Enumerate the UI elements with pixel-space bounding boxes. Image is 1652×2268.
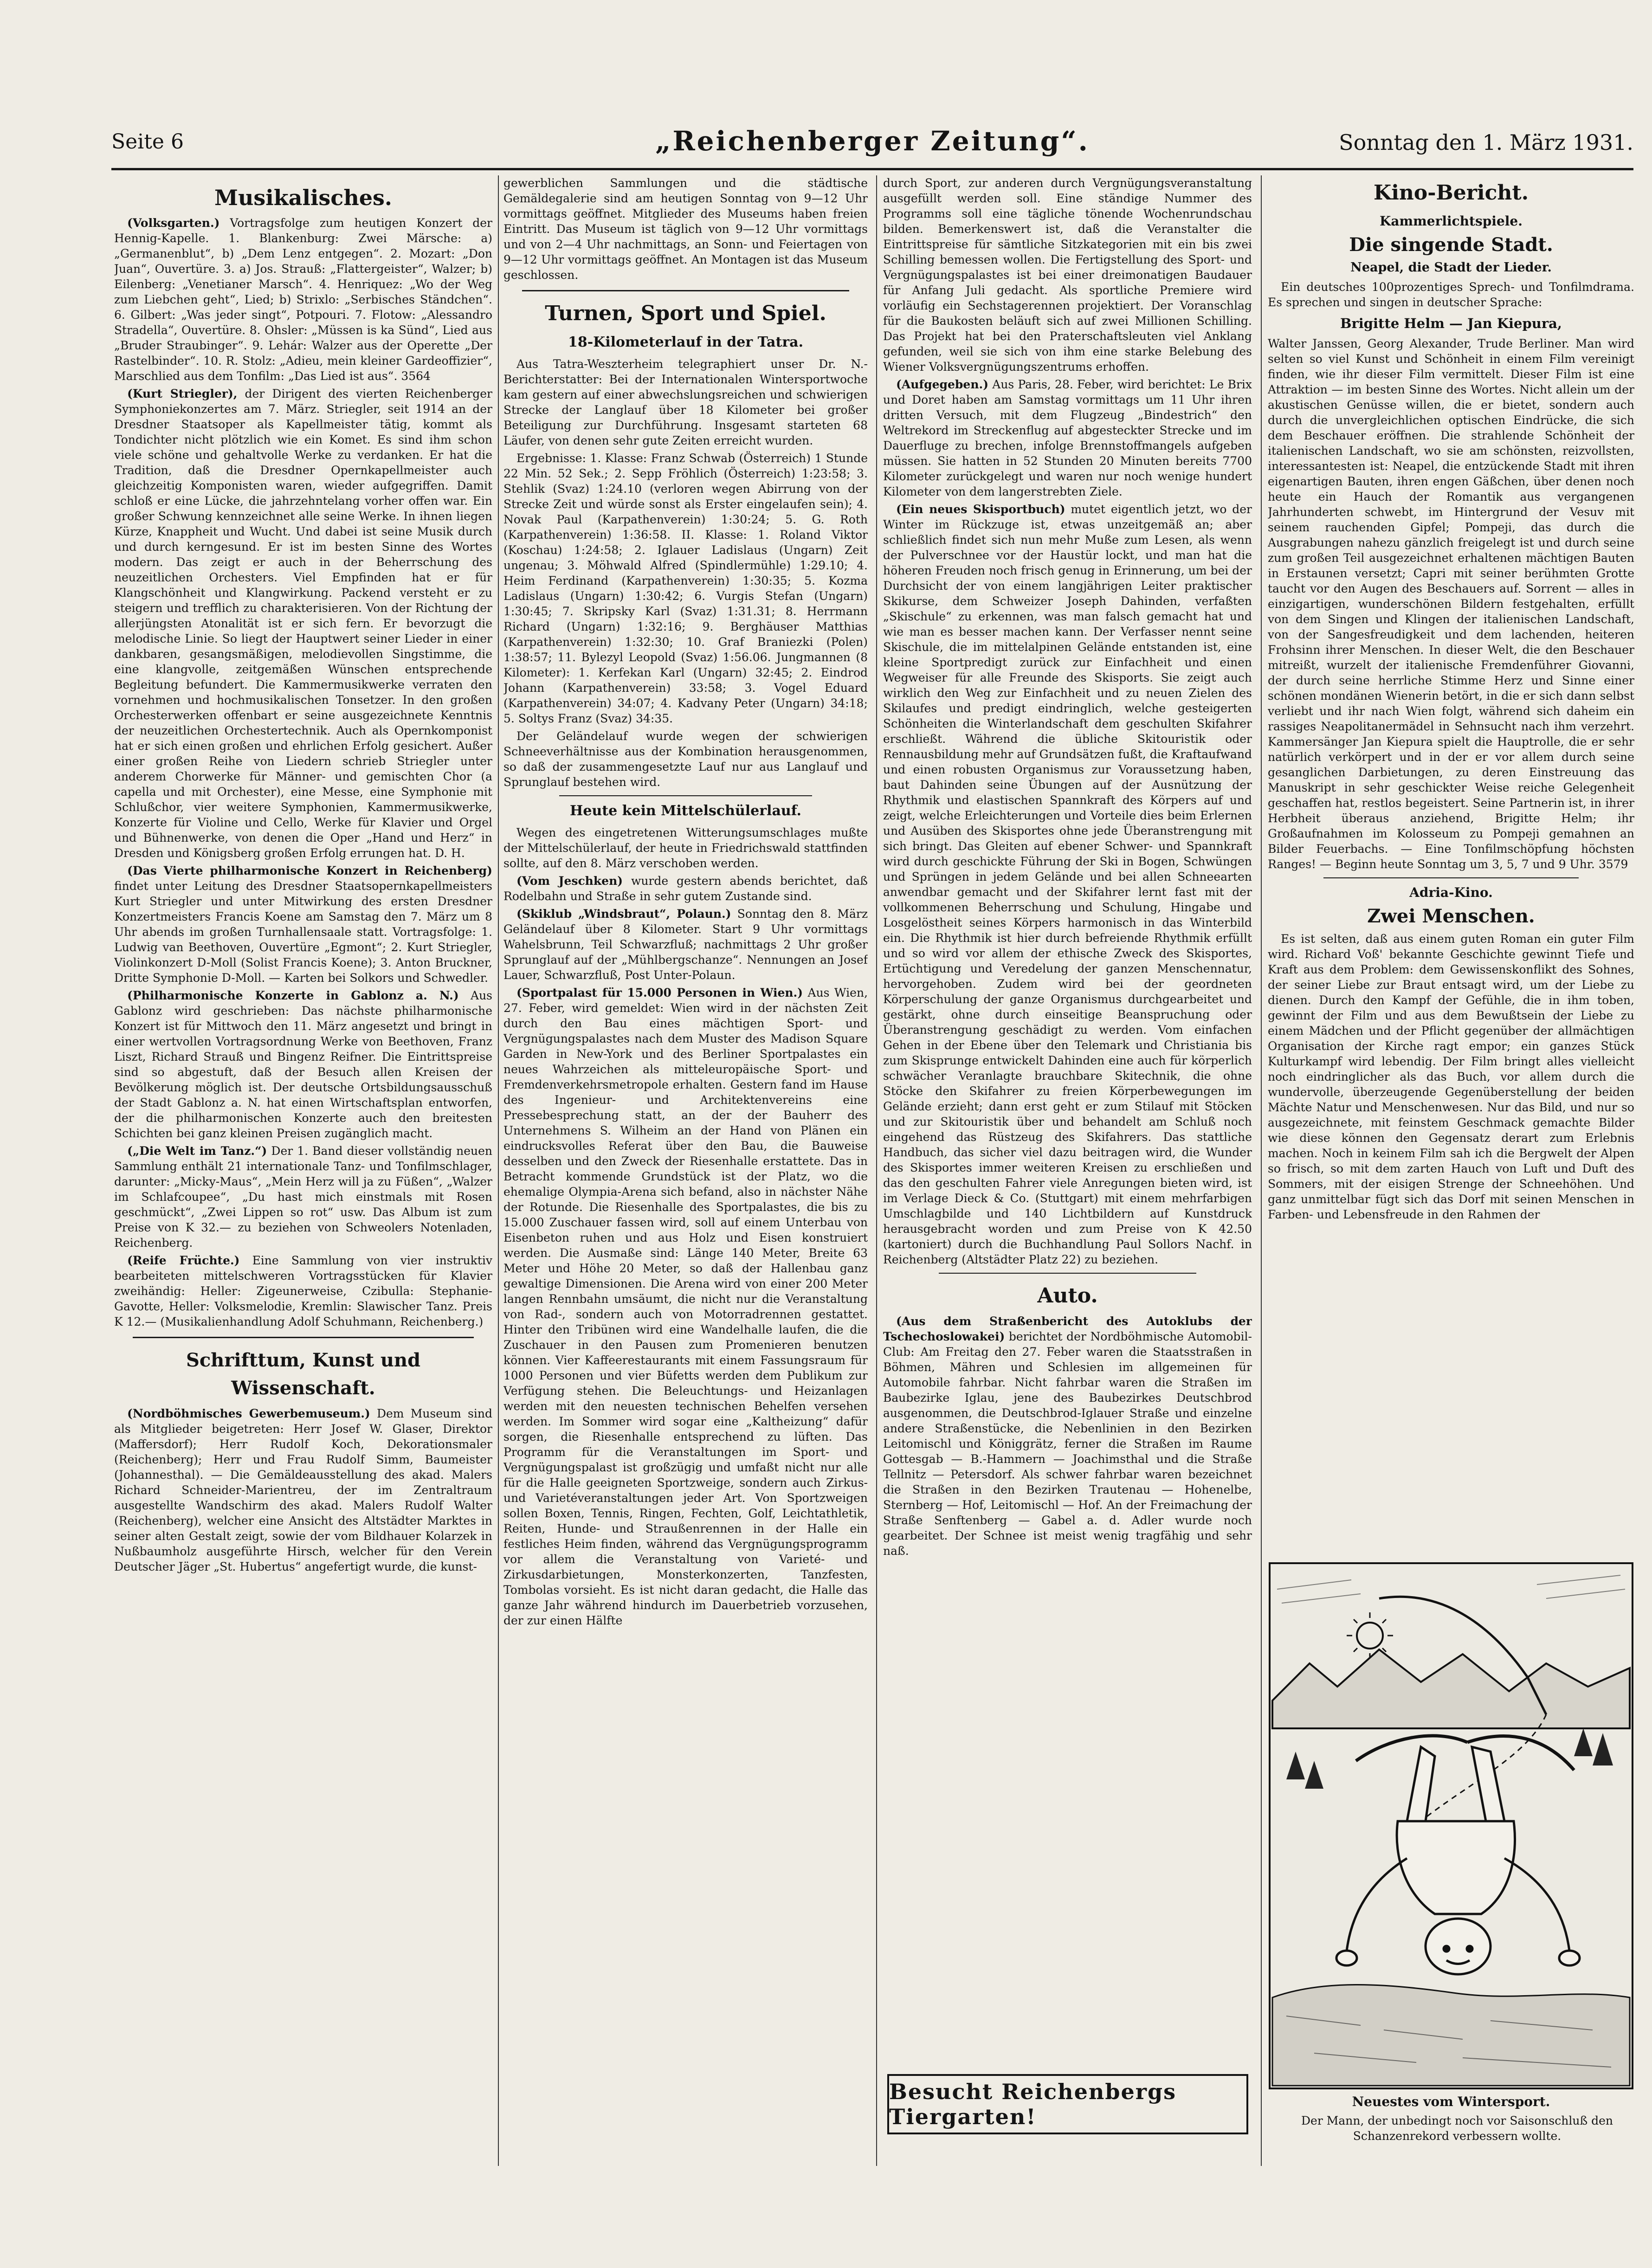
column-2 bbox=[503, 175, 868, 2171]
cartoon-title: Neuestes vom Wintersport. bbox=[1352, 2094, 1550, 2109]
masthead: „Reichenberger Zeitung“. bbox=[655, 125, 1090, 157]
article-lead: (Aufgegeben.) bbox=[896, 378, 989, 391]
article-philharmonic-gablonz bbox=[114, 988, 492, 1141]
subheading-adria-kino: Adria-Kino. bbox=[1409, 885, 1493, 900]
article-lead: (Volksgarten.) bbox=[127, 216, 220, 230]
article-gelaendelauf: Der Geländelauf wurde wegen der schwierigen Schneeverhältnisse aus der Kombination herausgenommen, so daß der zusammengesetzte Lauf nur aus Langlauf und Sprunglauf bestehen wird. bbox=[503, 729, 868, 789]
section-rule bbox=[133, 1337, 474, 1338]
film-review-zwei-menschen: Es ist selten, daß aus einem guten Roman ein guter Film wird. Richard Voß' bekannte Geschichte gewinnt Tiefe und Kraft aus dem Problem: dem Gewissenskonflikt des Sohnes, der seiner Liebe zur Braut entsagt wird, um der Liebe zu dienen. Durch den Kampf der Gefühle, die in ihm toben, gewinnt der Film und aus dem Bewußtsein der Liebe zu einem Mädchen und der Pflicht gegenüber der allmächtigen Organisation der Kirche ragt empor; ein ganzes Stück Kulturkampf wird lebendig. Der Film bringt alles vielleicht noch eindringlicher als das Buch, vor allem durch die wundervolle, überzeugende Gegenüberstellung der beiden Mächte Natur und Menschenwesen. Nur das Bild, und nur so ausgezeichnete, mit feinstem Geschmack gemachte Bilder wie diese können den Gegensatz derart zum Erlebnis machen. Noch in keinem Film sah ich die Bergwelt der Alpen so frisch, so mit dem zarten Hauch von Luft und Duft des Sommers, mit der eisigen Strenge der Schneehöhen. Und ganz unmittelbar fügt sich das Dorf mit seinen Menschen in Farben- und Lebensfreude in den Rahmen der bbox=[1268, 932, 1634, 1221]
article-body: Aus Wien, 27. Feber, wird gemeldet: Wien wird in der nächsten Zeit durch den Bau eines mächtigen Sport- und Vergnügungspalastes nach dem Muster des Madison Square Garden in New-York und des Berliner Sportpalastes ein neues Wahrzeichen als mitteleuropäische Sport- und Fremdenverkehrsmetropole erhalten. Gestern fand im Hause des Ingenieur- und Architektenvereins eine Pressebesprechung statt, an der der Bauherr des Unternehmens S. Wilheim an der Hand von Plänen ein eindrucksvolles Referat über den Bau, die Bauweise desselben und den Zweck der Riesenhalle erstattete. Das in Betracht kommende Grundstück ist der Platz, wo die ehemalige Olympia-Arena sich befand, also in nächster Nähe der Rotunde. Die Riesenhalle des Sportpalastes, die bis zu 15.000 Zuschauer fassen wird, soll auf einem Unterbau von Eisenbeton ruhen und aus Holz und Eisen konstruiert werden. Die Ausmaße sind: Länge 140 Meter, Breite 63 Meter und Höhe 20 Meter, so daß der Hallenbau ganz gewaltige Dimensionen. Die Arena wird von einer 200 Meter langen Rennbahn umsäumt, die nicht nur die Veranstaltung von Rad-, sondern auch von Motorradrennen gestattet. Hinter den Tribünen wird eine Wandelhalle laufen, die die Zuschauer in den Pausen zum Promenieren benutzen können. Vier Kaffeerestaurants mit einem Fassungsraum für 1000 Personen und vier Büfetts werden dem Publikum zur Verfügung stehen. Die Beleuchtungs- und Heizanlagen werden mit den neuesten technischen Behelfen versehen werden. Im Sommer wird sogar eine „Kaltheizung“ dafür sorgen, die Riesenhalle entsprechend zu lüften. Das Programm für die Veranstaltungen im Sport- und Vergnügungspalast ist großzügig und umfaßt nicht nur alle für die Halle geeigneten Sportzweige, sondern auch Zirkus- und Varietéveranstaltungen jeder Art. Von Sportzweigen sollen Boxen, Tennis, Ringen, Fechten, Golf, Leichtathletik, Reiten, Hunde- und Straußenrennen in der Halle ein festliches Heim finden, während das Vergnügungsprogramm vor allem die Veranstaltung von Varieté- und Zirkusdarbietungen, Monsterkonzerten, Tanzfesten, Tombolas vorsieht. Es ist nicht daran gedacht, die Halle das ganze Jahr während hindurch im Dauerbetrieb vorzusehen, der zur einen Hälfte bbox=[503, 986, 868, 1627]
film-cast: Brigitte Helm — Jan Kiepura, bbox=[1340, 316, 1562, 331]
article-continuation: durch Sport, zur anderen durch Vergnügungsveranstaltung ausgefüllt werden soll. Eine ständige Nummer des Programms soll eine tägliche tönende Wochenrundschau bilden. Bemerkenswert ist, daß die Veranstalter die Eintrittspreise für sämtliche Sitzkategorien mit ein bis zwei Schilling bemessen wollen. Die Fertigstellung des Sport- und Vergnügungspalastes ist bei einer dreimonatigen Baudauer für Anfang Juli gedacht. Als sportliche Premiere wird vorläufig ein Sechstagerennen projektiert. Der Voranschlag für die Baukosten beläuft sich auf zwei Millionen Schilling. Das Projekt hat bei den Praterschaftsleuten viel Anklang gefunden, weil sie sich von ihm eine starke Belebung des Wiener Volksvergnügungszentrums erhoffen. bbox=[883, 176, 1252, 374]
header-rule bbox=[111, 168, 1633, 170]
article-lead: (Kurt Striegler), bbox=[127, 387, 238, 400]
section-heading-literature: Schrifttum, Kunst und Wissenschaft. bbox=[186, 1349, 421, 1399]
section-rule bbox=[559, 795, 812, 796]
article-kurt-striegler bbox=[114, 386, 492, 861]
section-heading-auto: Auto. bbox=[1037, 1284, 1098, 1308]
article-philharmonic-reichenberg bbox=[114, 863, 492, 986]
section-rule bbox=[1323, 877, 1579, 878]
article-lead: (Ein neues Skisportbuch) bbox=[896, 503, 1065, 516]
cartoon-drawing bbox=[1268, 1561, 1634, 2090]
film-title-zwei-menschen: Zwei Menschen. bbox=[1367, 905, 1535, 927]
article-lead: (Reife Früchte.) bbox=[127, 1254, 240, 1267]
article-body: der Dirigent des vierten Reichenberger Symphoniekonzertes am 7. März. Striegler, seit 1914 an der Dresdner Staatsoper als Kapellmeister tätig, kommt als Tondichter nicht plötzlich wie ein Komet. Es sind ihm schon viele schöne und gehaltvolle Werke zu verdanken. Er hat die Tradition, daß die Dresdner Opernkapellmeister auch gleichzeitig Komponisten waren, wieder aufgegriffen. Damit schloß er eine Lücke, die jahrzehntelang vorher offen war. Ein großer Schwung kennzeichnet alle seine Werke. In ihnen liegen Kürze, Knappheit und Wucht. Und dabei ist seine Musik durch und durch kerngesund. Er ist im besten Sinne des Wortes modern. Das zeigt er auch in der Beherrschung des neuzeitlichen Orchesters. Viel Empfinden hat er für Klangschönheit und Klangwirkung. Packend versteht er zu steigern und trefflich zu charakterisieren. Von der Richtung der allerjüngsten Atonalität ist er sich fern. Er bevorzugt die melodische Linie. So liegt der Hauptwert seiner Lieder in einer dankbaren, gesangsmäßigen, melodievollen Singstimme, die eine klangvolle, zeitgemäßen Wünschen entsprechende Begleitung befundert. Die Kammermusikwerke verraten den vornehmen und hochmusikalischen Tonsetzer. In den großen Orchesterwerken offenbart er seine ausgezeichnete Kenntnis der neuzeitlichen Orchestertechnik. Auch als Opernkomponist hat er sich einen großen und ehrlichen Erfolg gesichert. Außer einer großen Reihe von Liedern schrieb Striegler unter anderem Chorwerke für Männer- und gemischten Chor (a capella und mit Orchester), eine Messe, eine Symphonie mit Schlußchor, vier weitere Symphonien, Kammermusikwerke, Konzerte für Violine und Cello, Werke für Klavier und Orgel und Bühnenwerke, von denen die Oper „Hand und Herz“ in Dresden und Königsberg großen Erfolg errungen hat. D. H. bbox=[114, 387, 492, 860]
article-body: Sonntag den 8. März Geländelauf über 8 Kilometer. Start 9 Uhr vormittags Wahelsbrunn, Teil Schwarzfluß; nachmittags 2 Uhr großer Sprunglauf auf der „Mühlbergschanze“. Nennungen an Josef Lauer, Schwarzfluß, Post Unter-Polaun. bbox=[503, 907, 868, 982]
subheading-kammerlichtspiele: Kammerlichtspiele. bbox=[1380, 213, 1523, 229]
article-body: Aus Paris, 28. Feber, wird berichtet: Le Brix und Doret haben am Samstag vormittags um 11 Uhr ihren dritten Versuch, mit dem Flugzeug „Bindestrich“ den Weltrekord im Streckenflug auf abgesteckter Strecke und im Dauerfluge zu brechen, infolge Brennstoffmangels aufgeben müssen. Sie hatten in 52 Stunden 20 Minuten bereits 7700 Kilometer zurückgelegt und waren nur noch wenige hundert Kilometer von dem langerstrebten Ziele. bbox=[883, 378, 1252, 498]
article-body: findet unter Leitung des Dresdner Staatsopernkapellmeisters Kurt Striegler und unter Mitwirkung des ersten Dresdner Konzertmeisters Francis Koene am Samstag den 7. März um 8 Uhr abends im großen Turnhallensaale statt. Vortragsfolge: 1. Ludwig van Beethoven, Ouvertüre „Egmont“; 2. Kurt Striegler, Violinkonzert D-Moll (Solist Francis Koene); 3. Anton Bruckner, Dritte Symphonie D-Moll. — Karten bei Solkors und Schwedler. bbox=[114, 879, 492, 985]
section-heading-cinema: Kino-Bericht. bbox=[1373, 181, 1529, 205]
subheading-tatra-run: 18-Kilometerlauf in der Tatra. bbox=[568, 334, 804, 350]
article-body: Eine Sammlung von vier instruktiv bearbeiteten mittelschweren Vortragsstücken für Klavier zweihändig: Heller: Zigeunerweise, Czibulla: Stephanie-Gavotte, Heller: Volksmelodie, Kremlin: Slawischer Tanz. Preis K 12.— (Musikalienhandlung Adolf Schuhmann, Reichenberg.) bbox=[114, 1254, 492, 1328]
article-body: mutet eigentlich jetzt, wo der Winter im Rückzuge ist, etwas unzeitgemäß an; aber schließlich findet sich nun mehr Muße zum Lesen, als wenn der Pulverschnee vor der Haustür lockt, und man hat die höheren Freuden noch frisch genug in Erinnerung, um bei der Durchsicht der von einem langjährigen Leiter praktischer Skikurse, dem Schweizer Joseph Dahinden, verfaßten „Skischule“ zu erkennen, was man falsch gemacht hat und wie man es besser machen kann. Der Verfasser nennt seine Skischule, die im mittelalpinen Gelände entstanden ist, eine kleine Sportpredigt zurück zur Einfachheit und einen Wegweiser für alle Freunde des Skisports. Sie zeigt auch wirklich den Weg zur Einfachheit und zu neuen Zielen des Skilaufes und predigt eindringlich, welche gesteigerten Schönheiten die Winterlandschaft dem geschulten Skifahrer erschließt. Während die übliche Skitouristik oder Rennausbildung mehr auf Grundsätzen fußt, die Kraftaufwand und einen robusten Organismus zur Voraussetzung haben, baut Dahinden seine Übungen auf der Ausnützung der Rhythmik und elastischen Spannkraft des Körpers auf und zeigt, welche Erleichterungen und Vorteile dies beim Erlernen und Ausüben des Skisportes ohne jede Überanstrengung mit sich bringt. Das Gleiten auf ebener Schwer- und Spannkraft wird durch geschickte Führung der Ski in Bogen, Schwüngen und Sprüngen in jedem Gelände und bei allen Schneearten anwendbar gemacht und der Skifahrer lernt fast mit der vollkommenen Beherrschung und Schulung, Hingabe und Losgelöstheit seines Körpers harmonisch in das Winterbild ein. Die Rhythmik ist hier durch befreiende Rhythmik erfüllt und so wird vor allem der ethische Zweck des Skisportes, Ertüchtigung und Veredelung der ganzen Menschennatur, hervorgehoben. Zudem wird bei der geordneten Körperschulung der ganze Organismus durchgearbeitet und gestärkt, ohne durch einseitige Beanspruchung oder Überanstrengung geschädigt zu werden. Vom einfachen Gehen in der Ebene über den Telemark und Christiania bis zum Skisprunge entwickelt Dahinden eine auch für körperlich schwächer Veranlagte brauchbare Skitechnik, die ohne Stöcke den Skifahrer zu freien Körperbewegungen im Gelände erzieht; dann erst geht er zum Stilauf mit Stöcken und zur Skitouristik über und behandelt am Schluß noch eingehend das Rüstzeug des Skifahrers. Das stattliche Handbuch, das sicher viel dazu beitragen wird, die Wunder des Skisportes immer weiteren Kreisen zu erschließen und das den geschulten Fahrer viele Anregungen bieten wird, ist im Verlage Dieck & Co. (Stuttgart) mit einem mehrfarbigen Umschlagbilde und 140 Lichtbildern auf Kunstdruck herausgebracht worden und zum Preise von K 42.50 (kartoniert) durch die Buchhandlung Paul Sollors Nachf. in Reichenberg (Altstädter Platz 22) zu beziehen. bbox=[883, 503, 1252, 1266]
article-volksgarten bbox=[114, 215, 492, 384]
film-subtitle: Neapel, die Stadt der Lieder. bbox=[1350, 260, 1552, 275]
article-lead: (Nordböhmisches Gewerbemuseum.) bbox=[127, 1407, 370, 1420]
article-lead: (Aus dem Straßenbericht des Autoklubs der Tschechoslowakei) bbox=[883, 1314, 1252, 1343]
page-number-label: Seite 6 bbox=[111, 130, 184, 154]
section-rule bbox=[939, 1273, 1196, 1274]
article-lead: („Die Welt im Tanz.“) bbox=[127, 1144, 267, 1158]
column-divider bbox=[498, 175, 499, 2166]
article-strassenbericht bbox=[883, 1314, 1252, 1559]
article-lead: (Das Vierte philharmonische Konzert in Reichenberg) bbox=[127, 864, 492, 877]
article-continuation: gewerblichen Sammlungen und die städtische Gemäldegalerie sind am heutigen Sonntag von 9—12 Uhr vormittags geöffnet. Mitglieder des Museums haben freien Eintritt. Das Museum ist täglich von 9—12 Uhr vormittags und von 2—4 Uhr nachmittags, an Sonn- und Feiertagen von 9—12 Uhr vormittags geöffnet. An Montagen ist das Museum geschlossen. bbox=[503, 176, 868, 282]
article-body: berichtet der Nordböhmische Automobil-Club: Am Freitag den 27. Feber waren die Staatsstraßen in Böhmen, Mähren und Schlesien im allgemeinen für Automobile fahrbar. Nicht fahrbar waren die Straßen im Baubezirke Iglau, jene des Baubezirkes Deutschbrod ausgenommen, die Deutschbrod-Iglauer Straße und einzelne andere Straßenstücke, die Nebenlinien in den Bezirken Leitomischl und Königgrätz, ferner die Straßen im Raume Gottesgab — B.-Hammern — Joachimsthal und die Straße Tellnitz — Petersdorf. Als schwer fahrbar waren bezeichnet die Straßen in den Bezirken Trautenau — Hohenelbe, Sternberg — Hof, Leitomischl — Hof. An der Freimachung der Straße Senftenberg — Gabel a. d. Adler wurde noch gearbeitet. Der Schnee ist meist wenig tragfähig und sehr naß. bbox=[883, 1330, 1252, 1558]
article-gewerbemuseum bbox=[114, 1406, 492, 1574]
subheading-mittelschuelerlauf: Heute kein Mittelschülerlauf. bbox=[570, 803, 801, 819]
article-lead: (Sportpalast für 15.000 Personen in Wien.) bbox=[516, 986, 803, 999]
column-divider bbox=[876, 175, 877, 2166]
article-reife-fruechte bbox=[114, 1253, 492, 1329]
article-body: Aus Gablonz wird geschrieben: Das nächste philharmonische Konzert ist für Mittwoch den 11. März angesetzt und bringt in einer wertvollen Vortragsordnung Werke von Beethoven, Franz Liszt, Richard Strauß und Bingenz Reifner. Die Eintrittspreise sind so abgestuft, daß der Besuch allen Kreisen der Bevölkerung möglich ist. Der deutsche Ortsbildungsausschuß der Stadt Gablonz a. N. hat einen Wirtschaftsplan entworfen, der die philharmonischen Konzerte auch den breitesten Schichten bei ganz kleinen Preisen zugänglich macht. bbox=[114, 989, 492, 1140]
advertisement-tiergarten: Besucht Reichenbergs Tiergarten! bbox=[887, 2074, 1248, 2134]
article-welt-im-tanz bbox=[114, 1143, 492, 1250]
article-jeschken bbox=[503, 873, 868, 904]
column-4 bbox=[1268, 175, 1634, 1556]
column-divider bbox=[1261, 175, 1262, 2166]
article-tatra-run: Aus Tatra-Weszterheim telegraphiert unser Dr. N.-Berichterstatter: Bei der Internationalen Wintersportwoche kam gestern auf einer abwechslungsreichen und schwierigen Strecke der Langlauf über 18 Kilometer bei großer Beteiligung zur Durchführung. Insgesamt starteten 68 Läufer, von denen sehr gute Zeiten erreicht wurden. bbox=[503, 357, 868, 447]
article-skisportbuch bbox=[883, 502, 1252, 1267]
article-mittelschuelerlauf: Wegen des eingetretenen Witterungsumschlages mußte der Mittelschülerlauf, der heute in Friedrichswald stattfinden sollte, auf den 8. März verschoben werden. bbox=[503, 826, 868, 870]
article-lead: (Skiklub „Windsbraut“, Polaun.) bbox=[516, 907, 731, 921]
cartoon-ski-jumper bbox=[1268, 1561, 1634, 2090]
section-heading-sport: Turnen, Sport und Spiel. bbox=[545, 302, 826, 325]
section-rule bbox=[522, 290, 849, 291]
article-skiklub-windsbraut bbox=[503, 906, 868, 983]
article-body: Der 1. Band dieser vollständig neuen Sammlung enthält 21 internationale Tanz- und Tonfilmschlager, darunter: „Micky-Maus“, „Mein Herz will ja zu Füßen“, „Walzer im Schlafcoupee“, „Du hast mich einstmals mit Rosen geschmückt“, „Zwei Lippen so rot“ usw. Das Album ist zum Preise von K 32.— zu beziehen von Schweolers Notenladen, Reichenberg. bbox=[114, 1144, 492, 1250]
article-body: Dem Museum sind als Mitglieder beigetreten: Herr Josef W. Glaser, Direktor (Maffersdorf); Herr Rudolf Koch, Dekorationsmaler (Reichenberg); Herr und Frau Rudolf Simm, Baumeister (Johannesthal). — Die Gemäldeausstellung des akad. Malers Richard Schneider-Marientreu, der im Zentraltraum ausgestellte Wandschirm des akad. Malers Rudolf Walter (Reichenberg), welcher eine Ansicht des Altstädter Marktes in seiner alten Gestalt zeigt, sowie der vom Bildhauer Kolarzek in Nußbaumholz ausgeführte Hirsch, welcher für den Verein Deutscher Jäger „St. Hubertus“ angefertigt wurde, die kunst- bbox=[114, 1407, 492, 1573]
section-heading-music: Musikalisches. bbox=[214, 185, 392, 210]
cartoon-caption: Der Mann, der unbedingt noch vor Saisonschluß den Schanzenrekord verbessern wollte. bbox=[1301, 2114, 1613, 2143]
article-lead: (Vom Jeschken) bbox=[516, 874, 623, 888]
article-aufgegeben bbox=[883, 377, 1252, 499]
film-intro: Ein deutsches 100prozentiges Sprech- und Tonfilmdrama. Es sprechen und singen in deutscher Sprache: bbox=[1268, 280, 1634, 309]
issue-date: Sonntag den 1. März 1931. bbox=[1339, 130, 1633, 155]
article-sportpalast-wien bbox=[503, 985, 868, 1628]
article-body: wurde gestern abends berichtet, daß Rodelbahn und Straße in sehr gutem Zustande sind. bbox=[503, 874, 868, 903]
article-body: Vortragsfolge zum heutigen Konzert der Hennig-Kapelle. 1. Blankenburg: Zwei Märsche: a) „Germanenblut“, b) „Dem Lenz entgegen“. 2. Mozart: „Don Juan“, Ouvertüre. 3. a) Jos. Strauß: „Flattergeister“, Walzer; b) Eilenberg: „Venetianer Marsch“. 4. Henriquez: „Wo der Weg zum Liebchen geht“, Lied; b) Strixlo: „Serbisches Ständchen“. 6. Gilbert: „Was jeder singt“, Potpouri. 7. Flotow: „Alessandro Stradella“, Ouvertüre. 8. Ohsler: „Müssen is ka Sünd“, Lied aus „Bruder Straubinger“. 9. Lehár: Walzer aus der Operette „Der Rastelbinder“. 10. R. Stolz: „Adieu, mein kleiner Gardeoffizier“, Marschlied aus dem Tonfilm: „Das Lied ist aus“. 3564 bbox=[114, 216, 492, 383]
film-title-singende-stadt: Die singende Stadt. bbox=[1349, 234, 1553, 256]
article-tatra-results: Ergebnisse: 1. Klasse: Franz Schwab (Österreich) 1 Stunde 22 Min. 52 Sek.; 2. Sepp Fröhlich (Österreich) 1:23:58; 3. Stehlik (Svaz) 1:24.10 (verloren wegen Abirrung von der Strecke Zeit und würde sonst als Erster eingelaufen sein); 4. Novak Paul (Karpathenverein) 1:30:24; 5. G. Roth (Karpathenverein) 1:36:58. II. Klasse: 1. Roland Viktor (Koschau) 1:24:58; 2. Iglauer Ladislaus (Ungarn) Zeit ungenau; 3. Möhwald Alfred (Spindlermühle) 1:29.10; 4. Heim Ferdinand (Karpathenverein) 1:30:35; 5. Kozma Ladislaus (Ungarn) 1:30:42; 6. Vurgis Stefan (Ungarn) 1:30:45; 7. Skripsky Karl (Svaz) 1:31.31; 8. Herrmann Richard (Ungarn) 1:32:16; 9. Berghäuser Matthias (Karpathenverein) 1:32:30; 10. Graf Braniezki (Polen) 1:38:57; 11. Bylezyl Leopold (Svaz) 1:56.06. Jungmannen (8 Kilometer): 1. Kerfekan Karl (Ungarn) 32:45; 2. Eindrod Johann (Karpathenverein) 33:58; 3. Vogel Eduard (Karpathenverein) 34:07; 4. Kadvany Peter (Ungarn) 34:18; 5. Soltys Franz (Svaz) 34:35. bbox=[503, 451, 868, 725]
column-1 bbox=[114, 175, 492, 2171]
page-header bbox=[111, 125, 1633, 167]
column-3 bbox=[883, 175, 1252, 2064]
article-lead: (Philharmonische Konzerte in Gablonz a. N.) bbox=[127, 989, 459, 1002]
film-review-singende-stadt: Walter Janssen, Georg Alexander, Trude Berliner. Man wird selten so viel Kunst und Schönheit in einem Film vereinigt finden, wie ihr dieser Film vermittelt. Dieser Film ist eine Attraktion — im besten Sinne des Wortes. Nicht allein um der akustischen Genüsse willen, die er bietet, sondern auch durch die unvergleichlichen optischen Eindrücke, die sich dem Beschauer eröffnen. Die strahlende Schönheit der italienischen Landschaft, wo sie am schönsten, reizvollsten, interessantesten ist: Neapel, die entzückende Stadt mit ihren eigenartigen Bauten, ihren engen Gäßchen, über denen noch heute ein Hauch der Romantik aus vergangenen Jahrhunderten schwebt, im Hintergrund der Vesuv mit seinem rauchenden Gipfel; Pompeji, das durch die Ausgrabungen nahezu gänzlich freigelegt ist und durch seine zum großen Teil ausgezeichnet erhaltenen mächtigen Bauten in Erstaunen versetzt; Capri mit seiner berühmten Grotte taucht vor den Augen des Beschauers auf. Sorrent — alles in einzigartigen, wunderschönen Bildern festgehalten, erfüllt von dem Singen und Klingen der italienischen Landschaft, von der Sangesfreudigkeit und dem lachenden, heiteren Frohsinn ihrer Menschen. In dieser Welt, die den Beschauer mitreißt, wurzelt der italienische Fremdenführer Giovanni, der durch seine herrliche Stimme Herz und Sinne einer schönen mondänen Wienerin betört, in die er sich dann selbst verliebt und ihr nach Wien folgt, während sich daheim ein rassiges Neapolitanermädel in Sehnsucht nach ihm verzehrt. Kammersänger Jan Kiepura spielt die Hauptrolle, die er sehr natürlich verkörpert und in der er vor allem durch seine gesanglichen Darbietungen, zu deren Einstreuung das Manuskript in sehr geschickter Weise reiche Gelegenheit geschaffen hat, restlos begeistert. Seine Partnerin ist, in ihrer Herbheit überaus anziehend, Brigitte Helm; ihr Großaufnahmen im Kolosseum zu Pompeji gemahnen an Bilder Feuerbachs. — Eine Tonfilmschöpfung höchsten Ranges! — Beginn heute Sonntag um 3, 5, 7 und 9 Uhr. 3579 bbox=[1268, 337, 1634, 871]
